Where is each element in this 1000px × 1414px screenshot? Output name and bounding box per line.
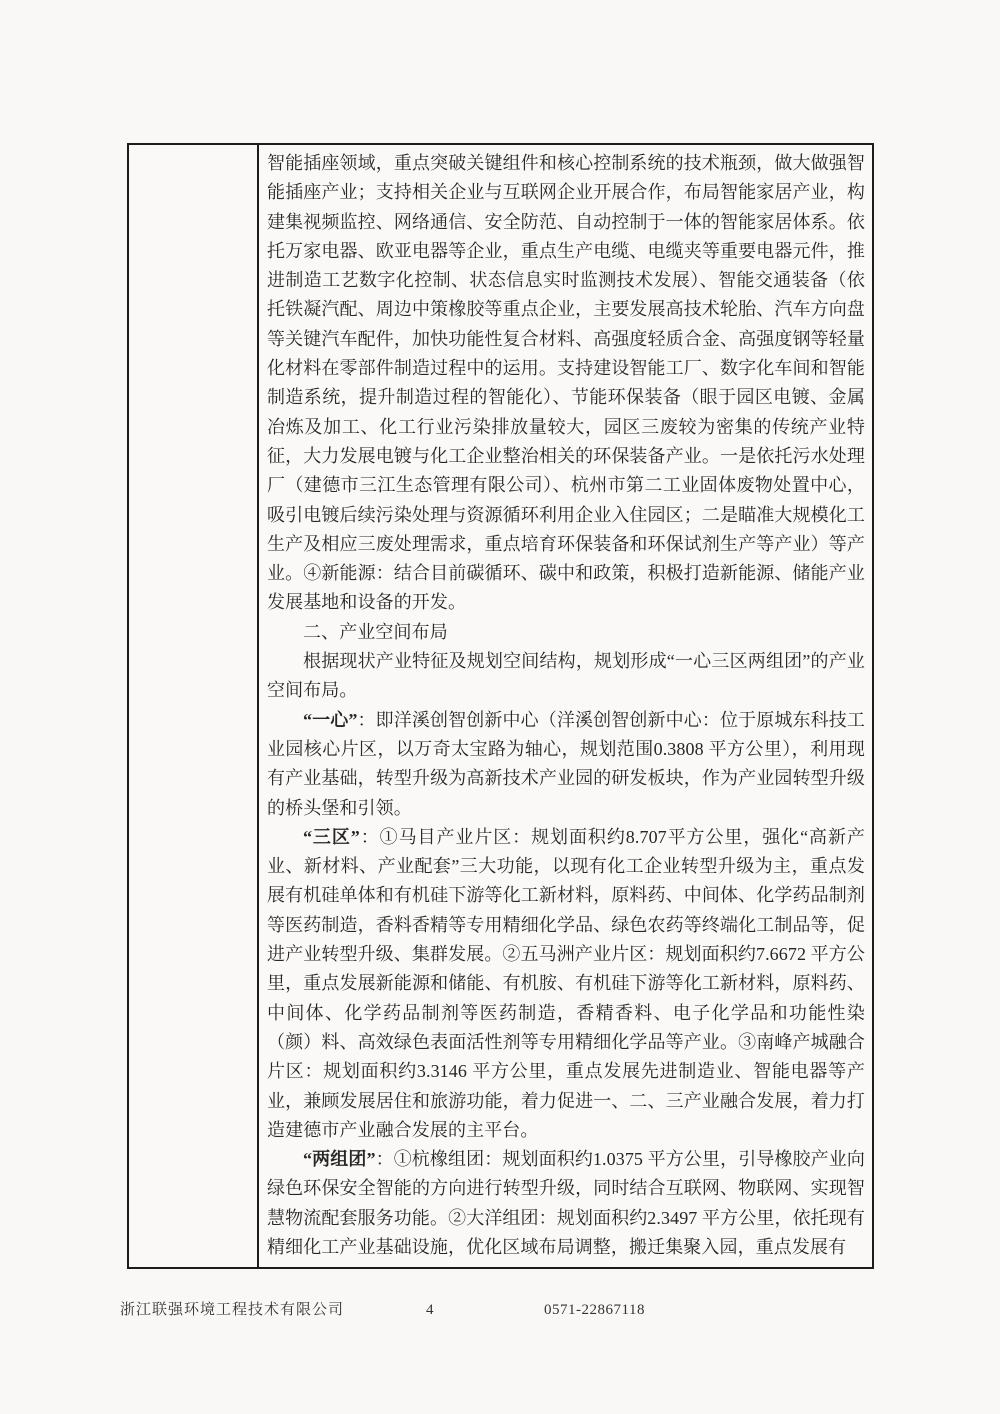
- two-clusters-body-text: ：①杭橡组团：规划面积约1.0375 平方公里，引导橡胶产业向绿色环保安全智能的方向进行转型升级，同时结合互联网、物联网、实现智慧物流配套服务功能。②大洋组团：规划面积约2.3497 平方公里，依托现有精细化工产业基础设施，优化区域布局调整，搬迁集聚入园，重点发展有: [267, 1149, 865, 1257]
- paragraph-section-heading-spatial-layout: 二、产业空间布局: [303, 621, 448, 642]
- table-left-cell-empty: [129, 145, 259, 1267]
- two-clusters-lead-label: “两组团”: [303, 1149, 376, 1170]
- one-center-lead-label: “一心”: [303, 709, 358, 730]
- table-body-cell: [259, 145, 872, 1267]
- one-center-body-text: ：即洋溪创智创新中心（洋溪创智创新中心：位于原城东科技工业园核心片区，以万奇太宝路为轴心，规划范围0.3808 平方公里），利用现有产业基础，转型升级为高新技术产业园的研发板块，作为产业园转型升级的桥头堡和引领。: [267, 709, 866, 818]
- footer-page-number: 4: [426, 1302, 434, 1318]
- paragraph-smart-industry-continuation: 智能插座领域，重点突破关键组件和核心控制系统的技术瓶颈，做大做强智能插座产业；支持相关企业与互联网企业开展合作，布局智能家居产业，构建集视频监控、网络通信、安全防范、自动控制于一体的智能家居体系。依托万家电器、欧亚电器等企业，重点生产电缆、电缆夹等重要电器元件，推进制造工艺数字化控制、状态信息实时监测技术发展）、智能交通装备（依托铁凝汽配、周边中策橡胶等重点企业，主要发展高技术轮胎、汽车方向盘等关键汽车配件，加快功能性复合材料、高强度轻质合金、高强度钢等轻量化材料在零部件制造过程中的运用。支持建设智能工厂、数字化车间和智能制造系统，提升制造过程的智能化）、节能环保装备（眼于园区电镀、金属冶炼及加工、化工行业污染排放量较大，园区三废较为密集的传统产业特征，大力发展电镀与化工企业整治相关的环保装备产业。一是依托污水处理厂（建德市三江生态管理有限公司）、杭州市第二工业固体废物处置中心，吸引电镀后续污染处理与资源循环利用企业入住园区；二是瞄准大规模化工生产及相应三废处理需求，重点培育环保装备和环保试剂生产等产业）等产业。④新能源：结合目前碳循环、碳中和政策，积极打造新能源、储能产业发展基地和设备的开发。: [267, 153, 865, 613]
- paragraph-three-districts: [267, 823, 865, 1145]
- three-districts-lead-label: “三区”: [303, 826, 360, 847]
- footer-phone-number: 0571-22867118: [544, 1302, 645, 1318]
- footer-company-name: 浙江联强环境工程技术有限公司: [120, 1302, 345, 1318]
- paragraph-two-clusters: [267, 1145, 865, 1262]
- content-table: [127, 143, 874, 1269]
- paragraph-layout-overview: 根据现状产业特征及规划空间结构，规划形成“一心三区两组团”的产业空间布局。: [267, 651, 865, 701]
- paragraph-one-center: [267, 706, 865, 823]
- three-districts-body-text: ：①马目产业片区：规划面积约8.707平方公里，强化“高新产业、新材料、产业配套”三大功能，以现有化工企业转型升级为主，重点发展有机硅单体和有机硅下游等化工新材料，原料药、中间体、化学药品制剂等医药制造，香料香精等专用精细化学品、绿色农药等终端化工制品等，促进产业转型升级、集群发展。②五马洲产业片区：规划面积约7.6672 平方公里，重点发展新能源和储能、有机胺、有机硅下游等化工新材料，原料药、中间体、化学药品制剂等医药制造，香精香料、电子化学品和功能性染（颜）料、高效绿色表面活性剂等专用精细化学品等产业。③南峰产城融合片区：规划面积约3.3146 平方公里，重点发展先进制造业、智能电器等产业，兼顾发展居住和旅游功能，着力促进一、二、三产业融合发展，着力打造建德市产业融合发展的主平台。: [267, 826, 865, 1140]
